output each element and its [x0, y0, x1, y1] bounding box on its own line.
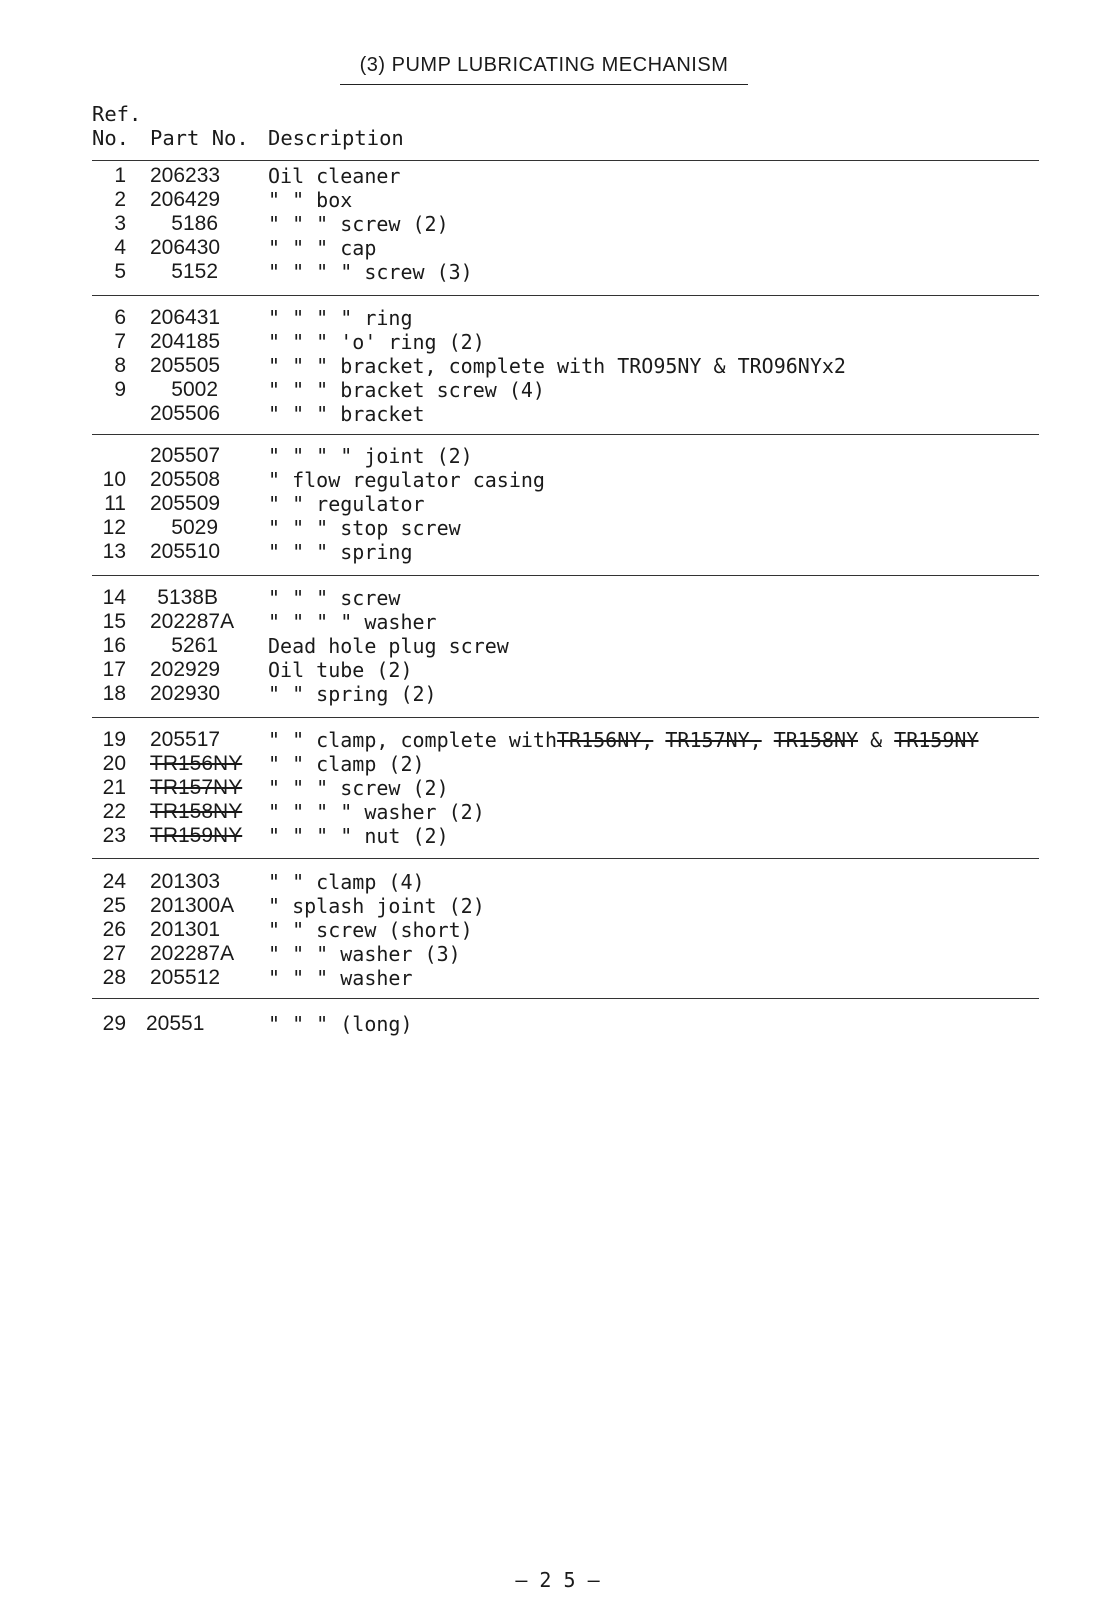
- header-description: Description: [268, 126, 404, 150]
- row-part-no: TR156NY: [150, 752, 243, 775]
- row-part-no: 206429: [150, 188, 221, 211]
- row-part-no: 205507: [150, 444, 221, 467]
- group-rule: [92, 295, 1039, 296]
- row-part-no: 201301: [150, 918, 221, 941]
- row-ref: 16: [102, 634, 126, 657]
- row-description: " " " (long): [268, 1012, 413, 1036]
- row-ref: 4: [114, 236, 126, 259]
- row-part-no: 202287A: [150, 942, 235, 965]
- row-ref: 2: [114, 188, 126, 211]
- row-part-no: 5138B: [157, 586, 218, 609]
- struck-part-ref: TR159NY: [894, 728, 979, 752]
- row-part-no: 206430: [150, 236, 221, 259]
- row-part-no: 204185: [150, 330, 221, 353]
- row-description: " flow regulator casing: [268, 468, 545, 492]
- group-rule: [92, 434, 1039, 435]
- row-ref: 24: [102, 870, 126, 893]
- row-ref: 13: [102, 540, 126, 563]
- row-ref: 9: [114, 378, 126, 401]
- row-ref: 1: [114, 164, 126, 187]
- row-description: " " " cap: [268, 236, 377, 260]
- row-part-no: 5152: [171, 260, 218, 283]
- row-ref: 25: [102, 894, 126, 917]
- row-part-no: 205506: [150, 402, 221, 425]
- row-part-no: 206233: [150, 164, 221, 187]
- row-ref: 3: [114, 212, 126, 235]
- struck-part-ref: TR156NY,: [556, 728, 654, 752]
- row-description: Oil cleaner: [268, 164, 401, 188]
- row-ref: 28: [102, 966, 126, 989]
- row-ref: 23: [102, 824, 126, 847]
- struck-part-ref: TR158NY: [773, 728, 859, 752]
- row-part-no: 202930: [150, 682, 221, 705]
- row-description: " " box: [268, 188, 353, 212]
- row-ref: 6: [114, 306, 126, 329]
- row-part-no: 205509: [150, 492, 221, 515]
- row-part-no: 202929: [150, 658, 221, 681]
- row-ref: 27: [102, 942, 126, 965]
- row-ref: 15: [102, 610, 126, 633]
- row-ref: 14: [102, 586, 126, 609]
- page-number: — 2 5 —: [515, 1568, 600, 1592]
- row-description: " " screw (short): [268, 918, 473, 942]
- row-part-no: 206431: [150, 306, 221, 329]
- row-description: [268, 728, 978, 752]
- row-part-no: 201303: [150, 870, 221, 893]
- row-part-no: TR158NY: [150, 800, 243, 823]
- row-ref: 22: [102, 800, 126, 823]
- row-description: " " clamp (2): [268, 752, 425, 776]
- title-underline: [340, 84, 748, 85]
- row-ref: 20: [102, 752, 126, 775]
- header-ref-line2: No.: [92, 126, 130, 150]
- row-part-no: 205508: [150, 468, 221, 491]
- row-description: " " " bracket: [268, 402, 425, 426]
- row-description: " " " screw (2): [268, 212, 449, 236]
- row-description: " " " stop screw: [268, 516, 461, 540]
- row-description: " " " 'o' ring (2): [268, 330, 485, 354]
- header-part-no: Part No.: [150, 126, 249, 150]
- group-rule: [92, 575, 1039, 576]
- row-description: " " clamp (4): [268, 870, 425, 894]
- group-rule: [92, 858, 1039, 859]
- ampersand: &: [870, 728, 883, 752]
- row-description: " " " washer (3): [268, 942, 461, 966]
- row-description: " splash joint (2): [268, 894, 485, 918]
- row-ref: 18: [102, 682, 126, 705]
- row-part-no: 20551: [146, 1012, 205, 1035]
- row-description-text: " " clamp, complete with: [268, 728, 557, 752]
- row-description: " " " " nut (2): [268, 824, 449, 848]
- row-ref: 5: [114, 260, 126, 283]
- row-part-no: TR159NY: [150, 824, 243, 847]
- row-part-no: 202287A: [150, 610, 235, 633]
- row-part-no: 205510: [150, 540, 221, 563]
- group-rule: [92, 717, 1039, 718]
- section-title: (3) PUMP LUBRICATING MECHANISM: [359, 54, 729, 76]
- row-part-no: 201300A: [150, 894, 235, 917]
- row-part-no: 205512: [150, 966, 221, 989]
- row-description: " " " screw: [268, 586, 401, 610]
- header-ref-line1: Ref.: [92, 102, 142, 126]
- group-rule: [92, 160, 1039, 161]
- row-part-no: 5186: [171, 212, 218, 235]
- row-description: " " " bracket screw (4): [268, 378, 545, 402]
- row-part-no: 5029: [171, 516, 218, 539]
- row-description: " " " " joint (2): [268, 444, 473, 468]
- row-description: " " " screw (2): [268, 776, 449, 800]
- row-ref: 21: [102, 776, 126, 799]
- row-description: " " " " washer: [268, 610, 437, 634]
- row-ref: 17: [102, 658, 126, 681]
- row-description: " " " " screw (3): [268, 260, 473, 284]
- row-part-no: 5002: [171, 378, 218, 401]
- row-ref: 26: [102, 918, 126, 941]
- row-description: Oil tube (2): [268, 658, 413, 682]
- row-ref: 11: [104, 492, 126, 515]
- row-part-no: 5261: [171, 634, 218, 657]
- row-ref: 12: [102, 516, 126, 539]
- row-description: " " regulator: [268, 492, 425, 516]
- row-description: " " " washer: [268, 966, 413, 990]
- row-ref: 8: [114, 354, 126, 377]
- row-part-no: 205517: [150, 728, 221, 751]
- row-ref: 7: [114, 330, 126, 353]
- row-description: " " " " ring: [268, 306, 413, 330]
- row-description: Dead hole plug screw: [268, 634, 509, 658]
- row-part-no: TR157NY: [150, 776, 243, 799]
- row-part-no: 205505: [150, 354, 221, 377]
- row-description: " " spring (2): [268, 682, 437, 706]
- row-ref: 10: [102, 468, 126, 491]
- group-rule: [92, 998, 1039, 999]
- row-ref: 19: [102, 728, 126, 751]
- row-ref: 29: [102, 1012, 126, 1035]
- row-description: " " " spring: [268, 540, 413, 564]
- row-description: " " " " washer (2): [268, 800, 485, 824]
- struck-part-ref: TR157NY,: [665, 728, 762, 752]
- row-description: " " " bracket, complete with TRO95NY & TRO96NYx2: [268, 354, 846, 378]
